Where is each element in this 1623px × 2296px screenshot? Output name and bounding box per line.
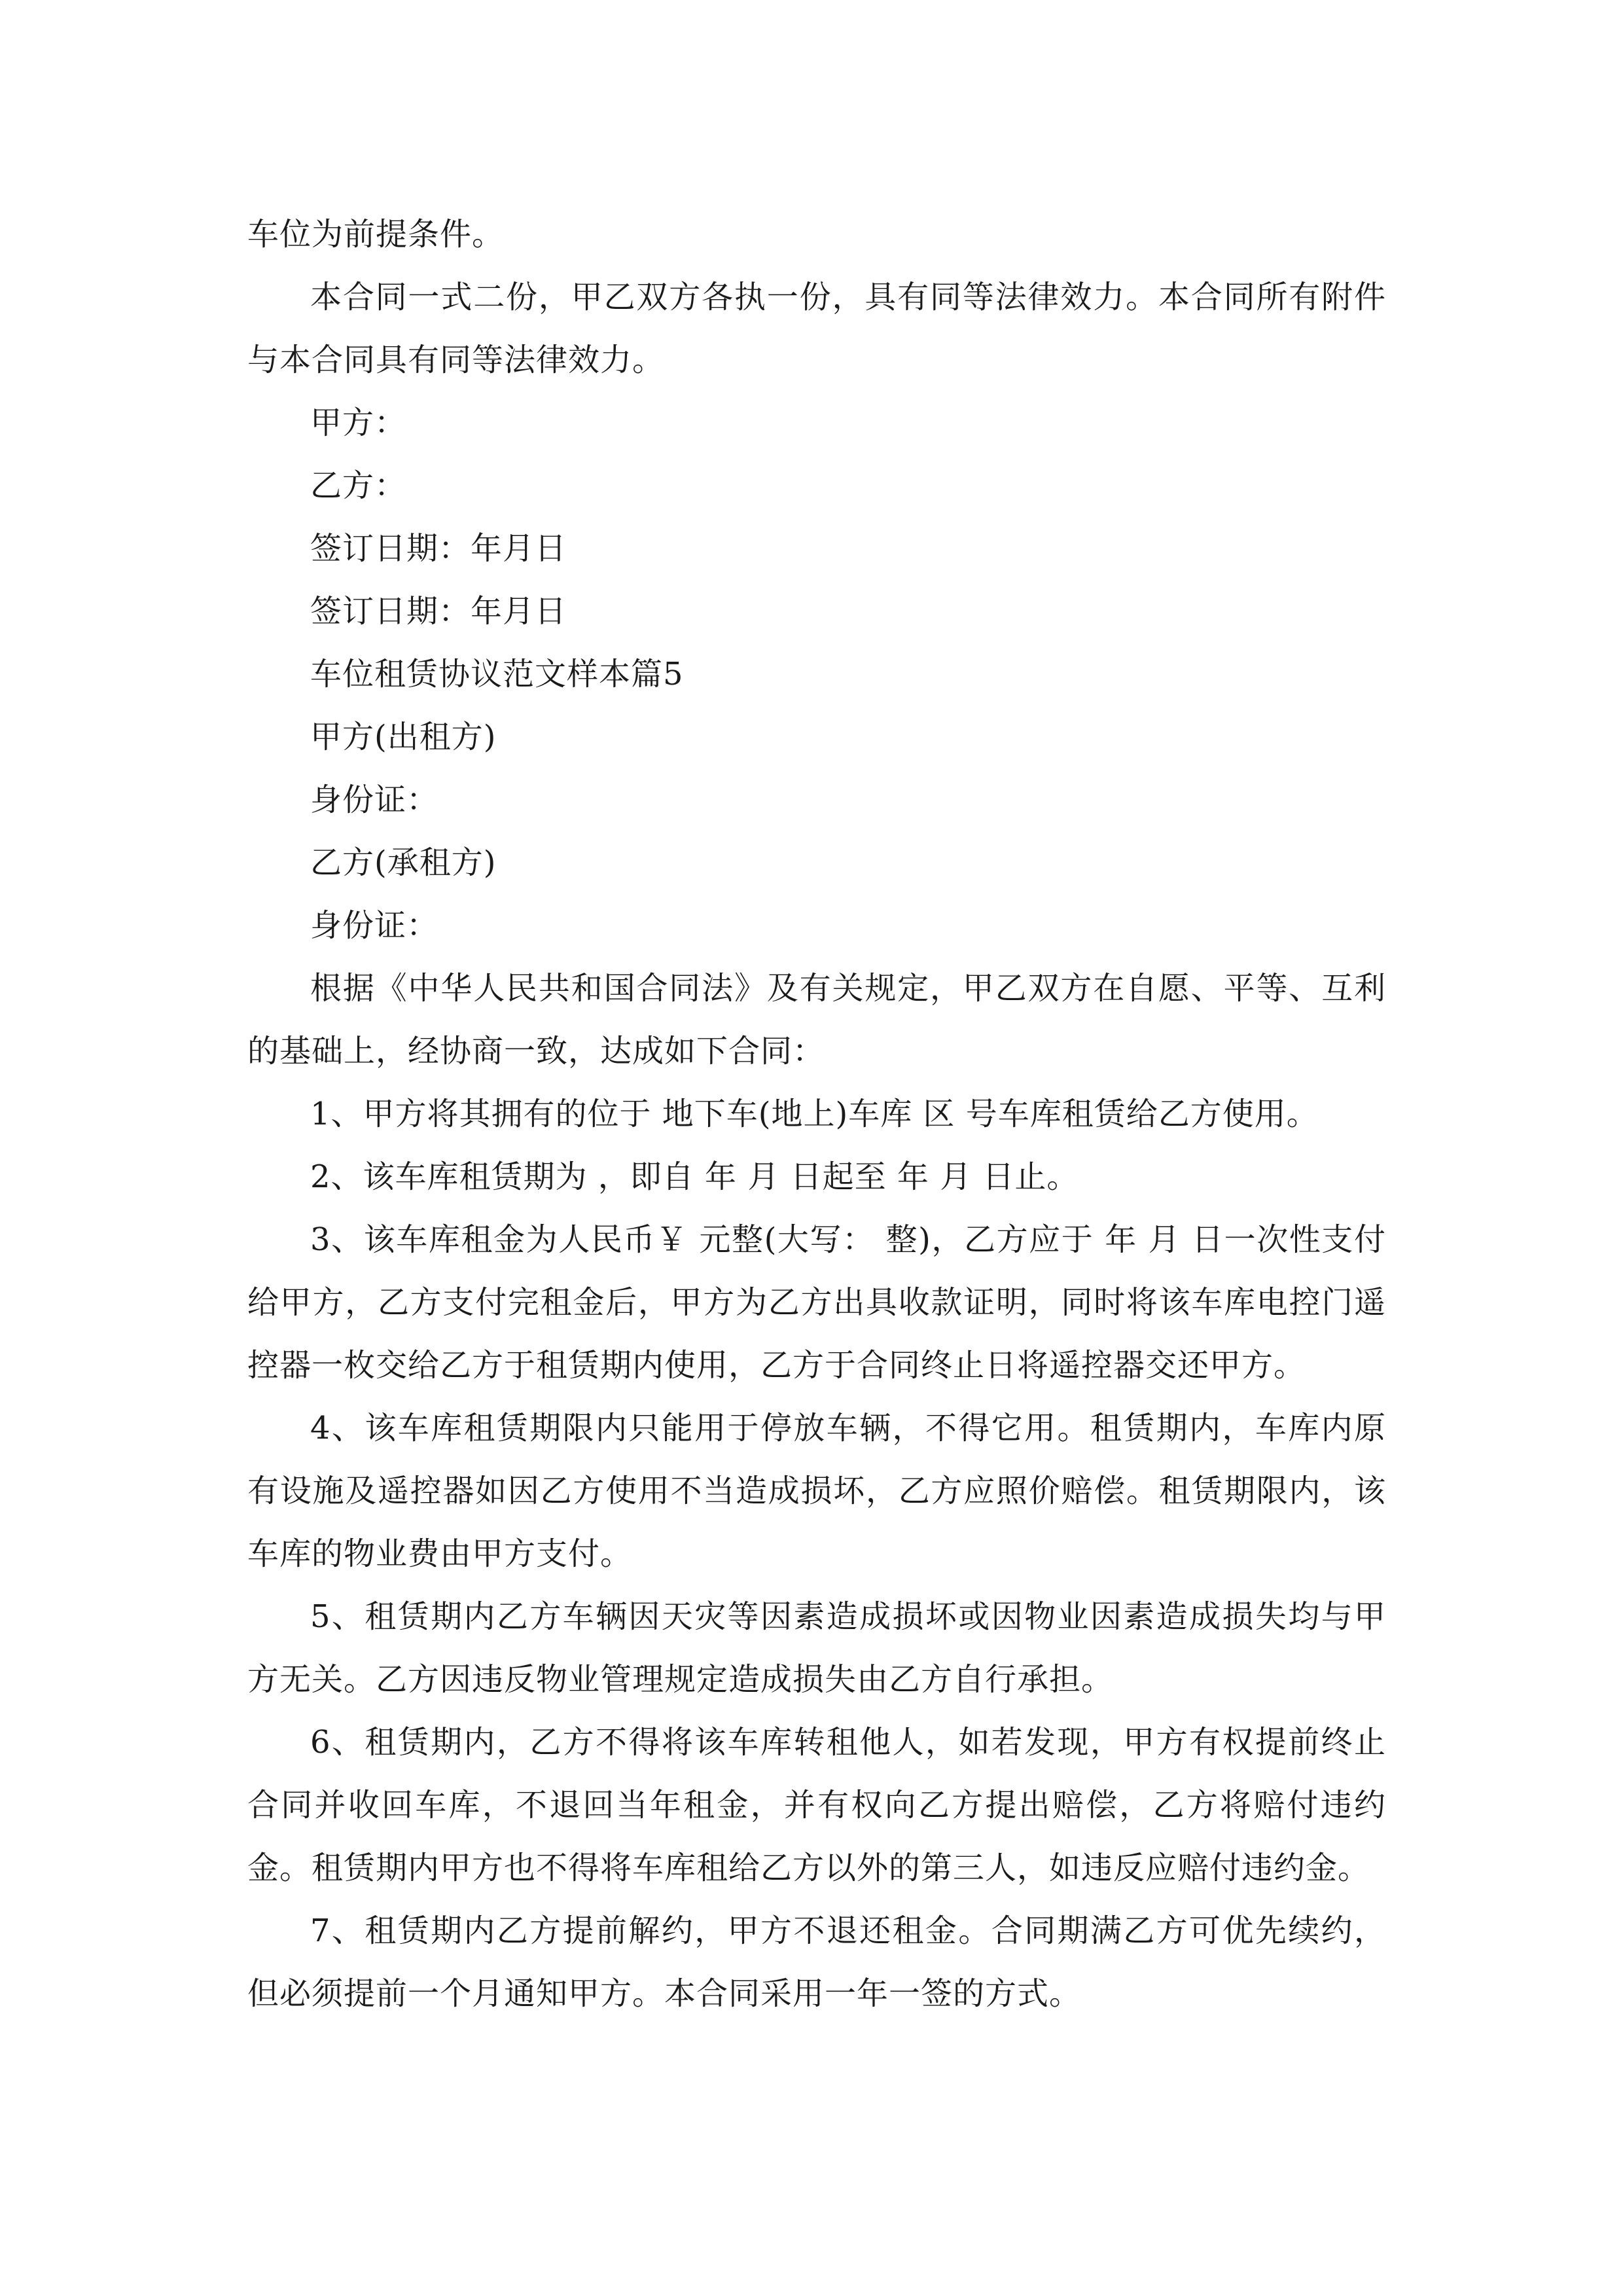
section-title: 车位租赁协议范文样本篇5 <box>310 656 684 692</box>
party-b-label: 乙方(承租方) <box>310 844 497 881</box>
signing-date-line: 签订日期：年月日 <box>310 593 567 630</box>
clause-7: 7、租赁期内乙方提前解约，甲方不退还租金。合同期满乙方可优先续约，但必须提前一个月通知甲方。本合同采用一年一签的方式。 <box>247 1912 1386 2012</box>
paragraph-copies-clause: 本合同一式二份，甲乙双方各执一份，具有同等法律效力。本合同所有附件与本合同具有同等法律效力。 <box>247 279 1386 378</box>
party-b-id-field: 身份证： <box>310 907 439 944</box>
party-a-id-field: 身份证： <box>310 781 439 818</box>
party-a-label: 甲方(出租方) <box>310 719 497 755</box>
paragraph-continuation: 车位为前提条件。 <box>247 216 505 253</box>
clause-2: 2、该车库租赁期为 ，即自 年 月 日起至 年 月 日止。 <box>310 1158 1079 1195</box>
clause-5: 5、租赁期内乙方车辆因天灾等因素造成损坏或因物业因素造成损失均与甲方无关。乙方因违反物业管理规定造成损失由乙方自行承担。 <box>247 1598 1386 1698</box>
signing-date-line: 签订日期：年月日 <box>310 530 567 567</box>
document-body <box>247 203 1386 2025</box>
clause-6: 6、租赁期内，乙方不得将该车库转租他人，如若发现，甲方有权提前终止合同并收回车库，不退回当年租金，并有权向乙方提出赔偿，乙方将赔付违约金。租赁期内甲方也不得将车库租给乙方以外的第三人，如违反应赔付违约金。 <box>247 1724 1386 1886</box>
clause-1: 1、甲方将其拥有的位于 地下车(地上)车库 区 号车库租赁给乙方使用。 <box>310 1096 1319 1132</box>
party-a-signature-line: 甲方： <box>310 404 407 441</box>
party-b-signature-line: 乙方： <box>310 467 407 504</box>
clause-4: 4、该车库租赁期限内只能用于停放车辆，不得它用。租赁期内，车库内原有设施及遥控器如因乙方使用不当造成损坏，乙方应照价赔偿。租赁期限内，该车库的物业费由甲方支付。 <box>247 1410 1386 1572</box>
contract-preamble: 根据《中华人民共和国合同法》及有关规定，甲乙双方在自愿、平等、互利的基础上，经协商一致，达成如下合同： <box>247 970 1386 1069</box>
clause-3: 3、该车库租金为人民币￥ 元整(大写： 整)，乙方应于 年 月 日一次性支付给甲方，乙方支付完租金后，甲方为乙方出具收款证明，同时将该车库电控门遥控器一枚交给乙方于租赁期内使用，乙方于合同终止日将遥控器交还甲方。 <box>247 1221 1386 1384</box>
